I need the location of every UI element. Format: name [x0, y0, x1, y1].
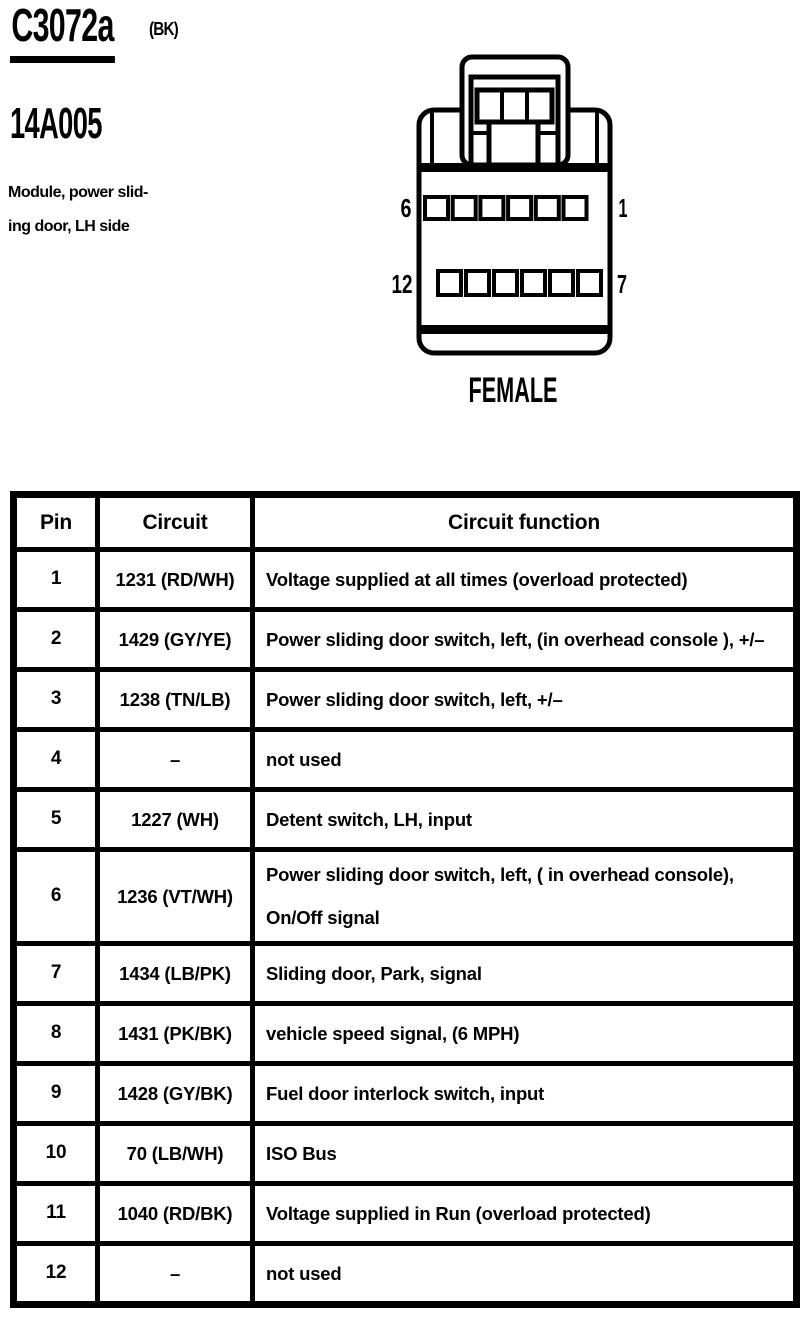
circuit-cell: – [98, 730, 253, 790]
function-cell: Sliding door, Park, signal [253, 943, 797, 1003]
description-line-2: ing door, LH side [8, 218, 130, 235]
circuit-cell: 1434 (LB/PK) [98, 943, 253, 1003]
circuit-cell: 1040 (RD/BK) [98, 1183, 253, 1243]
column-header-pin: Pin [14, 495, 98, 550]
top-separator-bar [418, 163, 611, 172]
column-header-function: Circuit function [253, 495, 797, 550]
latch-window [477, 90, 552, 122]
circuit-cell: 1236 (VT/WH) [98, 850, 253, 944]
table-header-row [14, 495, 797, 550]
table-row [14, 610, 797, 670]
pin-label-7: 7 [617, 269, 627, 299]
cavity-8 [550, 271, 573, 295]
function-cell: Power sliding door switch, left, (in overhead console ), +/– [253, 610, 797, 670]
pin-cell: 4 [14, 730, 98, 790]
circuit-cell: 1231 (RD/WH) [98, 550, 253, 610]
cavity-12 [438, 271, 461, 295]
pin-cell: 9 [14, 1063, 98, 1123]
pin-cell: 7 [14, 943, 98, 1003]
circuit-cell: 1431 (PK/BK) [98, 1003, 253, 1063]
pin-cell: 3 [14, 670, 98, 730]
pin-cell: 6 [14, 850, 98, 944]
function-cell: Power sliding door switch, left, +/– [253, 670, 797, 730]
lock-tab-stem [489, 122, 538, 165]
function-cell: Power sliding door switch, left, ( in overhead console), On/Off signal [253, 850, 797, 944]
table-row [14, 670, 797, 730]
circuit-cell: 1428 (GY/BK) [98, 1063, 253, 1123]
table-row [14, 1003, 797, 1063]
cavity-10 [494, 271, 517, 295]
table-row [14, 1183, 797, 1243]
pin-label-1: 1 [618, 193, 628, 223]
circuit-cell: – [98, 1243, 253, 1304]
pin-label-6: 6 [400, 193, 412, 223]
function-cell: vehicle speed signal, (6 MPH) [253, 1003, 797, 1063]
cavity-3 [508, 197, 531, 219]
column-header-circuit: Circuit [98, 495, 253, 550]
cavity-5 [453, 197, 476, 219]
circuit-cell: 1238 (TN/LB) [98, 670, 253, 730]
pin-cell: 11 [14, 1183, 98, 1243]
pin-cell: 8 [14, 1003, 98, 1063]
gender-label: FEMALE [468, 371, 558, 410]
function-cell: Voltage supplied at all times (overload protected) [253, 550, 797, 610]
cavity-1 [564, 197, 587, 219]
table-row [14, 943, 797, 1003]
description-line-1: Module, power slid- [8, 184, 148, 201]
table-row [14, 850, 797, 944]
connector-color-code: (BK) [149, 19, 178, 39]
circuit-cell: 1227 (WH) [98, 790, 253, 850]
pin-cell: 10 [14, 1123, 98, 1183]
cavity-6 [425, 197, 448, 219]
part-number: 14A005 [10, 99, 102, 148]
function-cell: ISO Bus [253, 1123, 797, 1183]
pin-cell: 1 [14, 550, 98, 610]
function-cell: Fuel door interlock switch, input [253, 1063, 797, 1123]
table-row [14, 1123, 797, 1183]
function-cell: Detent switch, LH, input [253, 790, 797, 850]
bottom-separator-bar [418, 325, 611, 334]
table-row [14, 730, 797, 790]
cavity-2 [536, 197, 559, 219]
cavity-9 [522, 271, 545, 295]
pin-cell: 5 [14, 790, 98, 850]
function-cell: not used [253, 1243, 797, 1304]
pinout-table [10, 491, 800, 1308]
circuit-cell: 1429 (GY/YE) [98, 610, 253, 670]
function-cell: not used [253, 730, 797, 790]
table-row [14, 1243, 797, 1304]
table-row [14, 550, 797, 610]
function-cell: Voltage supplied in Run (overload protected) [253, 1183, 797, 1243]
circuit-cell: 70 (LB/WH) [98, 1123, 253, 1183]
cavity-11 [466, 271, 489, 295]
connector-diagram [385, 48, 645, 413]
pin-label-12: 12 [391, 269, 413, 299]
pin-cell: 12 [14, 1243, 98, 1304]
connector-description [8, 176, 148, 244]
pin-cell: 2 [14, 610, 98, 670]
cavity-4 [480, 197, 503, 219]
connector-id: C3072a [10, 2, 115, 63]
cavity-7 [578, 271, 601, 295]
table-row [14, 790, 797, 850]
table-row [14, 1063, 797, 1123]
